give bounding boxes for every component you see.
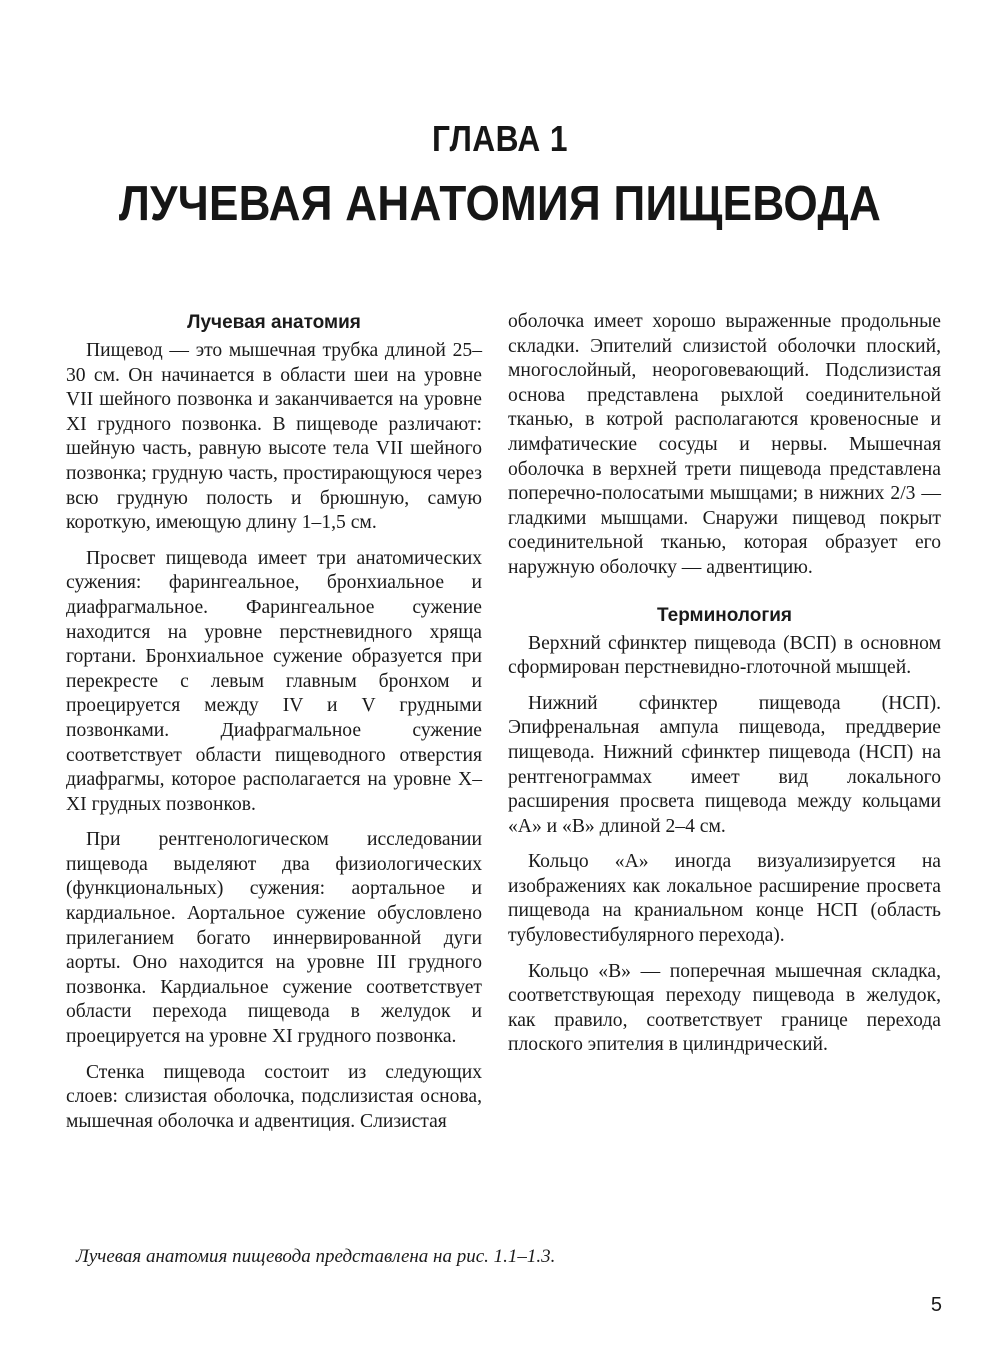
paragraph: Нижний сфинктер пищевода (НСП). Эпифренальная ампула пищевода, преддверие пищевода. Нижний сфинктер пищевода (НСП) на рентгенограммах имеет вид локального расширения просвета пищевода между кольцами «А» и «В» длиной 2–4 см. — [508, 692, 941, 837]
paragraph: Кольцо «А» иногда визуализируется на изображениях как локальное расширение просвета пищевода на краниальном конце НСП (область тубуловестибулярного перехода). — [508, 851, 941, 947]
paragraph-continuation: оболочка имеет хорошо выраженные продольные складки. Эпителий слизистой оболочки плоский, многослойный, неороговевающий. Подслизистая основа представлена рыхлой соединительной тканью, в котрой располагаются кровеносные и лимфатические сосуды и нервы. Мышечная оболочка в верхней трети пищевода представлена поперечно-полосатыми мышцами; в нижних 2/3 — гладкими мышцами. Снаружи пищевод покрыт соединительной тканью, которая образует его наружную оболочку — адвентицию. — [508, 311, 941, 578]
paragraph: При рентгенологическом исследовании пищевода выделяют два физиологических (функциональных) сужения: аортальное и кардиальное. Аортальное сужение обусловлено прилеганием богато иннервированной дуги аорты. Оно находится на уровне III грудного позвонка. Кардиальное сужение соответствует области перехода пищевода в желудок и проецируется на уровне XI грудного позвонка. — [66, 829, 482, 1048]
right-column — [508, 310, 941, 1058]
page-number: 5 — [930, 1294, 942, 1316]
chapter-label: ГЛАВА 1 — [432, 118, 568, 159]
paragraph: Просвет пищевода имеет три анатомических сужения: фарингеальное, бронхиальное и диафрагмальное. Фарингеальное сужение находится на уровне перстневидного хряща гортани. Бронхиальное сужение образуется при перекресте с левым главным бронхом и проецируется между IV и V грудными позвонками. Диафрагмальное сужение соответствует области пищеводного отверстия диафрагмы, которое располагается на уровне X–XI грудных позвонков. — [66, 547, 482, 815]
left-column — [66, 310, 482, 1134]
paragraph: Стенка пищевода состоит из следующих слоев: слизистая оболочка, подслизистая основа, мышечная оболочка и адвентиция. Слизистая — [66, 1061, 482, 1132]
section-heading-anatomy: Лучевая анатомия — [187, 312, 361, 333]
section-heading-terminology: Терминология — [656, 604, 793, 626]
chapter-title: ЛУЧЕВАЯ АНАТОМИЯ ПИЩЕВОДА — [118, 177, 882, 231]
paragraph: Верхний сфинктер пищевода (ВСП) в основном сформирован перстневидно-глоточной мышцей. — [508, 632, 941, 679]
figure-reference-note: Лучевая анатомия пищевода представлена на рис. 1.1–1.3. — [76, 1246, 556, 1267]
paragraph: Кольцо «В» — поперечная мышечная складка, соответствующая переходу пищевода в желудок, как правило, соответствует границе перехода плоского эпителия в цилиндрический. — [508, 960, 941, 1056]
paragraph: Пищевод — это мышечная трубка длиной 25–30 см. Он начинается в области шеи на уровне VII шейного позвонка и заканчивается на уровне XI грудного позвонка. В пищеводе различают: шейную часть, равную высоте тела VII шейного позвонка; грудную часть, простирающуюся через всю грудную полость и брюшную, самую короткую, имеющую длину 1–1,5 см. — [66, 340, 482, 534]
chapter-header — [0, 118, 1000, 232]
